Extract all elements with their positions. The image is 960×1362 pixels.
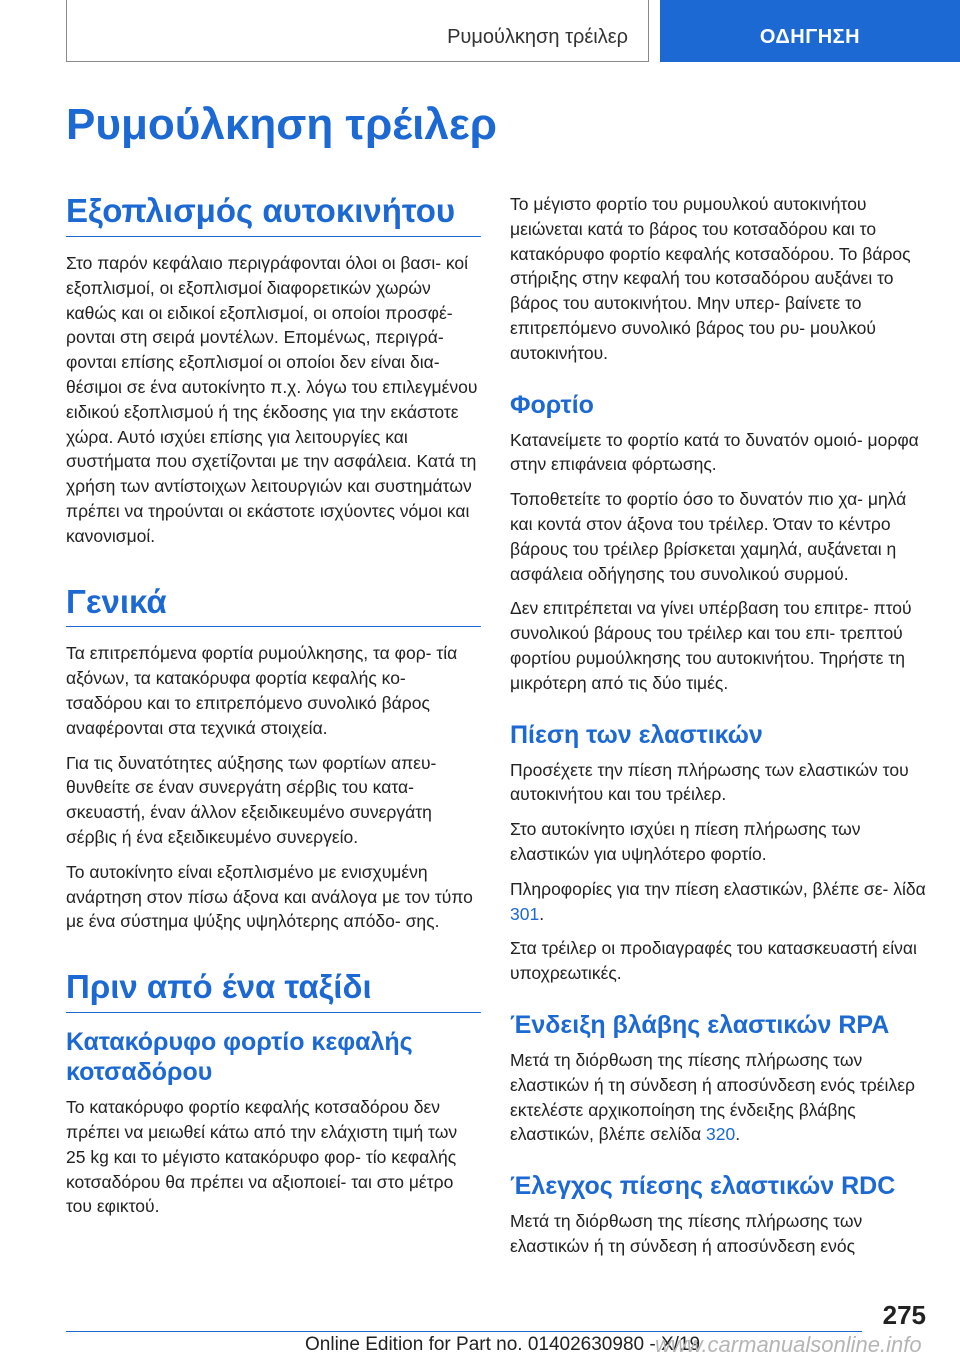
footer-edition: Online Edition for Part no. 01402630980 - X/19 [305, 1334, 701, 1355]
paragraph-pressure-1: Προσέχετε την πίεση πλήρωσης των ελαστικών του αυτοκινήτου και του τρέιλερ. [510, 759, 909, 805]
paragraph-general-2: Για τις δυνατότητες αύξησης των φορτίων απευ- θυνθείτε σε έναν συνεργάτη σέρβις του κατα- σκευαστή, έναν άλλον εξειδικευμένο συνεργάτη σέρβις ή ένα εξειδικευμένο συνεργείο. [66, 752, 437, 848]
heading-rpa: Ένδειξη βλάβης ελαστικών RPA [510, 1010, 890, 1039]
rpa-text-end: . [735, 1124, 741, 1145]
page-title: Ρυμούλκηση τρέιλερ [66, 100, 497, 149]
paragraph-pressure-4: Στα τρέιλερ οι προδιαγραφές του κατασκευαστή είναι υποχρεωτικές. [510, 938, 917, 984]
pressure-ref-end: . [539, 903, 545, 924]
heading-before-trip: Πριν από ένα ταξίδι [66, 968, 481, 1013]
left-column [66, 192, 481, 1229]
chapter-tab[interactable] [660, 0, 960, 62]
chapter-tab-label: ΟΔΗΓΗΣΗ [759, 26, 861, 48]
heading-vertical-load: Κατακόρυφο φορτίο κεφαλής κοτσαδόρου [66, 1028, 413, 1087]
paragraph-max-load: Το μέγιστο φορτίο του ρυμουλκού αυτοκινήτου μειώνεται κατά το βάρος του κοτσαδόρου και το κατακόρυφο φορτίο κεφαλής κοτσαδόρου. Το βάρος στήριξης στην κεφαλή του κοτσαδόρου αυξάνει το βάρος του αυτοκινήτου. Μην υπερ- βαίνετε το επιτρεπόμενο συνολικό βάρος του ρυ- μουλκού αυτοκινήτου. [510, 194, 911, 363]
header-section-title: Ρυμούλκηση τρέιλερ [447, 26, 628, 48]
heading-rdc: Έλεγχος πίεσης ελαστικών RDC [510, 1172, 896, 1201]
right-column [510, 192, 928, 1269]
watermark: www.carmanualsonline.info [655, 1332, 922, 1357]
page-link-320[interactable]: 320 [706, 1124, 736, 1145]
paragraph-pressure-3 [510, 877, 928, 927]
paragraph-general-3: Το αυτοκίνητο είναι εξοπλισμένο με ενισχυμένη ανάρτηση στον πίσω άξονα και ανάλογα με τον τύπο με ένα σύστημα ψύξης υψηλότερης απόδο- σης. [66, 861, 473, 932]
paragraph-rpa [510, 1048, 928, 1147]
paragraph-load-2: Τοποθετείτε το φορτίο όσο το δυνατόν πιο χα- μηλά και κοντά στον άξονα του τρέιλερ. Όταν το κέντρο βάρους του τρέιλερ βρίσκεται χαμηλά, αυξάνεται η ασφάλεια οδήγησης του συνολικού συρμού. [510, 489, 907, 584]
rpa-text: Μετά τη διόρθωση της πίεσης πλήρωσης των ελαστικών ή τη σύνδεση ή αποσύνδεση ενός τρέιλερ εκτελέστε αρχικοποίηση της ένδειξης βλάβης ελαστικών, βλέπε σελίδα [510, 1049, 915, 1145]
page-link-301[interactable]: 301 [510, 903, 540, 924]
heading-vehicle-equipment: Εξοπλισμός αυτοκινήτου [66, 192, 481, 237]
paragraph-rdc: Μετά τη διόρθωση της πίεσης πλήρωσης των ελαστικών ή τη σύνδεση ή αποσύνδεση ενός [510, 1211, 863, 1256]
heading-tire-pressure: Πίεση των ελαστικών [510, 720, 763, 749]
paragraph-equipment: Στο παρόν κεφάλαιο περιγράφονται όλοι οι βασι- κοί εξοπλισμοί, οι εξοπλισμοί διαφορετικών χωρών καθώς και οι ειδικοί εξοπλισμοί, οι οποίοι προσφέ- ρονται στη σειρά μοντέλων. Επομένως, περιγρά- φονται επίσης εξοπλισμοί οι οποίοι δεν είναι δια- θέσιμοι σε ένα αυτοκίνητο π.χ. λόγω του επιλεγμένου ειδικού εξοπλισμού ή της έκδοσης για την εκάστοτε χώρα. Αυτό ισχύει επίσης για λειτουργίες και συστήματα που σχετίζονται με την ασφάλεια. Κατά τη χρήση των αντίστοιχων λειτουργιών και συστημάτων πρέπει να τηρούνται οι εκάστοτε ισχύοντες νόμοι και κανονισμοί. [66, 252, 478, 546]
page-number: 275 [882, 1300, 926, 1330]
paragraph-pressure-2: Στο αυτοκίνητο ισχύει η πίεση πλήρωσης των ελαστικών για υψηλότερο φορτίο. [510, 819, 861, 864]
paragraph-load-1: Κατανείμετε το φορτίο κατά το δυνατόν ομοιό- μορφα στην επιφάνεια φόρτωσης. [510, 429, 919, 475]
paragraph-load-3: Δεν επιτρέπεται να γίνει υπέρβαση του επιτρε- πτού συνολικού βάρους του τρέιλερ και του επι- τρεπτού φορτίου ρυμούλκησης του αυτοκινήτου. Τηρήστε τη μικρότερη από τις δύο τιμές. [510, 598, 912, 693]
pressure-ref-text: Πληροφορίες για την πίεση ελαστικών, βλέπε σε- λίδα [510, 878, 926, 899]
heading-load: Φορτίο [510, 390, 594, 419]
header-section-box [66, 0, 649, 62]
paragraph-general-1: Τα επιτρεπόμενα φορτία ρυμούλκησης, τα φορ- τία αξόνων, τα κατακόρυφα φορτία κεφαλής κο- τσαδόρου και το επιτρεπόμενο συνολικό βάρος αναφέρονται στα τεχνικά στοιχεία. [66, 643, 458, 738]
heading-general: Γενικά [66, 583, 481, 628]
paragraph-vertical-load: Το κατακόρυφο φορτίο κεφαλής κοτσαδόρου δεν πρέπει να μειωθεί κάτω από την ελάχιστη τιμή των 25 kg και το μέγιστο κατακόρυφο φορ- τίο κεφαλής κοτσαδόρου θα πρέπει να αξιοποιεί- ται στο μέτρο του εφικτού. [66, 1097, 458, 1217]
